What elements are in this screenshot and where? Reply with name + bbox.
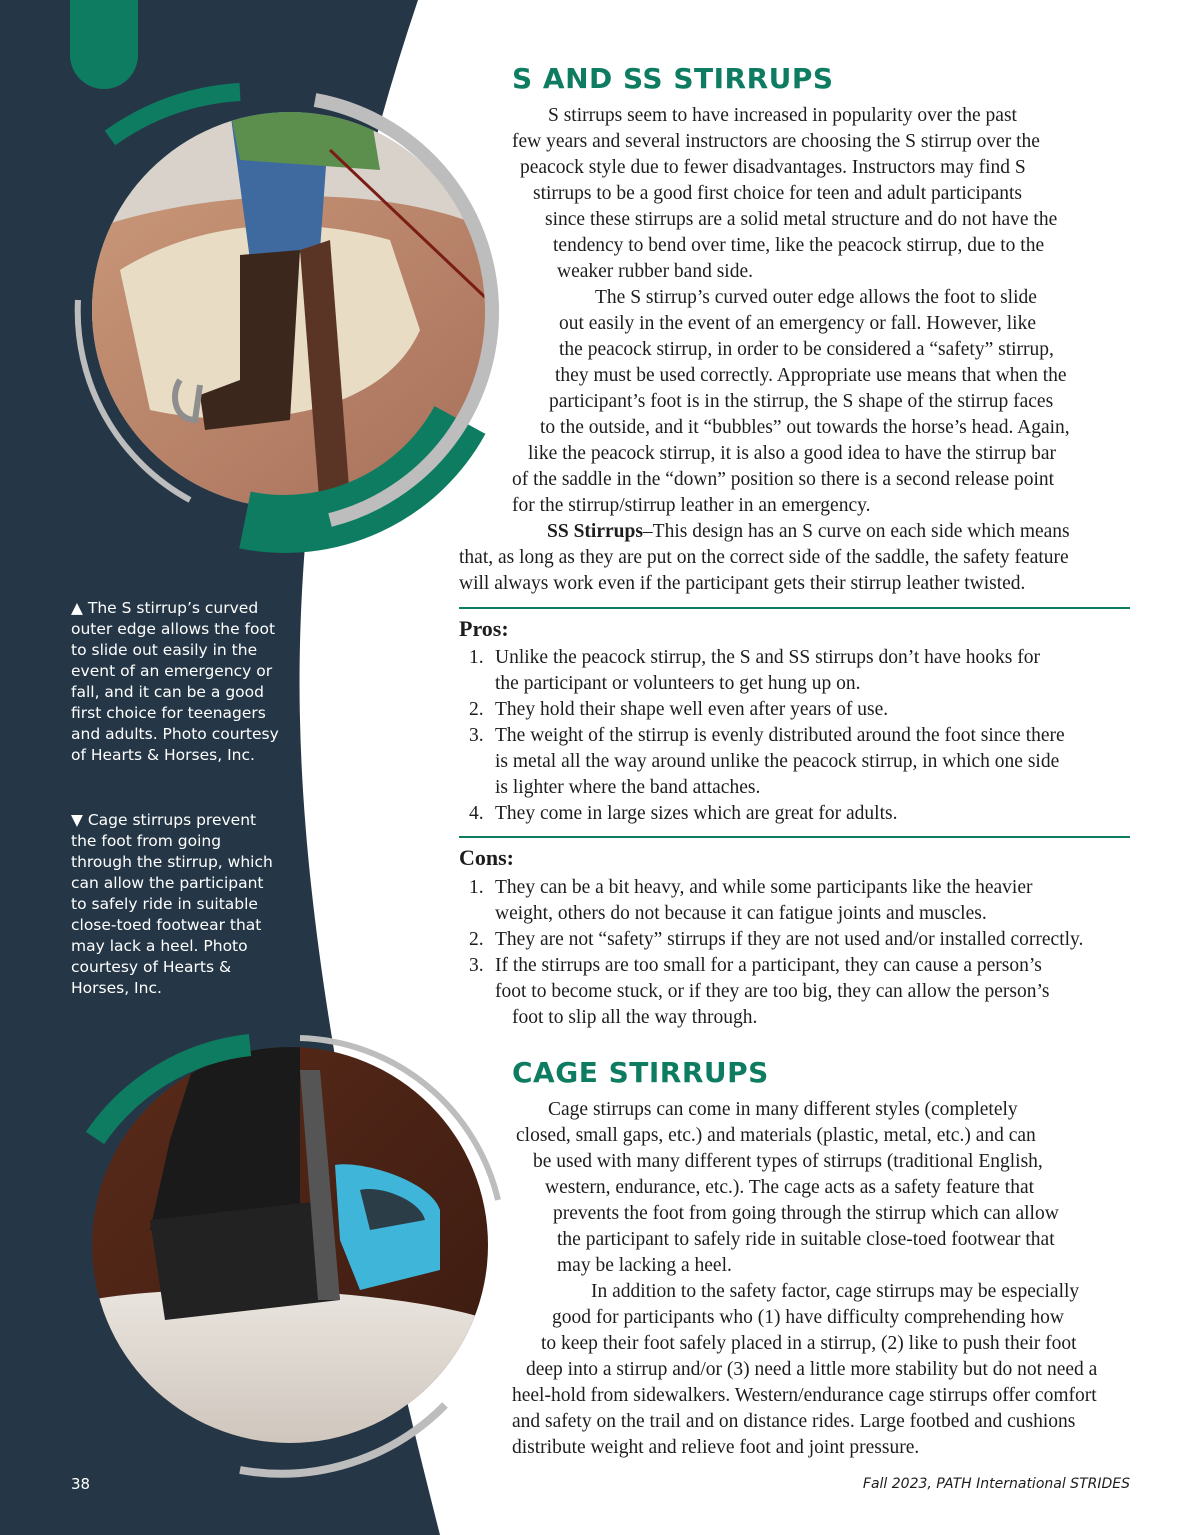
body-line: S stirrups seem to have increased in popularity over the past bbox=[548, 105, 1017, 126]
body-line: to the outside, and it “bubbles” out towards the horse’s head. Again, bbox=[540, 417, 1070, 438]
list-number: 4. bbox=[469, 803, 484, 824]
list-item: foot to become stuck, or if they are too big, they can allow the person’s bbox=[495, 981, 1050, 1002]
list-item: weight, others do not because it can fatigue joints and muscles. bbox=[495, 903, 987, 924]
body-line: In addition to the safety factor, cage stirrups may be especially bbox=[591, 1281, 1080, 1302]
body-line: tendency to bend over time, like the peacock stirrup, due to the bbox=[553, 235, 1045, 256]
body-line: western, endurance, etc.). The cage acts as a safety feature that bbox=[545, 1177, 1035, 1198]
body-line: Cage stirrups can come in many different styles (completely bbox=[548, 1099, 1018, 1120]
list-item: They hold their shape well even after years of use. bbox=[495, 699, 889, 720]
caption-text: The S stirrup’s curved outer edge allows the foot to slide out easily in the event of an emergency or fall, and it can be a good first choice for teenagers and adults. Photo courtesy of Hearts & Horses, Inc. bbox=[71, 599, 279, 764]
body-line: and safety on the trail and on distance rides. Large footbed and cushions bbox=[512, 1411, 1076, 1432]
cons-heading: Cons: bbox=[459, 845, 515, 870]
body-line: prevents the foot from going through the stirrup which can allow bbox=[553, 1203, 1059, 1224]
body-line: stirrups to be a good first choice for teen and adult participants bbox=[533, 183, 1022, 204]
publication-footer: Fall 2023, PATH International STRIDES bbox=[862, 1476, 1130, 1492]
body-line: participant’s foot is in the stirrup, the S shape of the stirrup faces bbox=[549, 391, 1054, 412]
ss-stirrups-label: SS Stirrups bbox=[547, 521, 643, 542]
body-line: closed, small gaps, etc.) and materials (plastic, metal, etc.) and can bbox=[516, 1125, 1036, 1146]
list-item: They are not “safety” stirrups if they are not used and/or installed correctly. bbox=[495, 929, 1084, 950]
body-line: distribute weight and relieve foot and joint pressure. bbox=[512, 1437, 920, 1458]
body-line: the participant to safely ride in suitable close-toed footwear that bbox=[557, 1229, 1055, 1250]
list-number: 1. bbox=[469, 877, 484, 898]
body-line: The S stirrup’s curved outer edge allows the foot to slide bbox=[595, 287, 1037, 308]
body-line: be used with many different types of stirrups (traditional English, bbox=[533, 1151, 1043, 1172]
body-line: out easily in the event of an emergency or fall. However, like bbox=[559, 313, 1036, 334]
caption-text: Cage stirrups prevent the foot from going through the stirrup, which can allow the participant to safely ride in suitable close-toed footwear that may lack a heel. Photo courtesy of Hearts & Horses, Inc. bbox=[71, 811, 273, 997]
list-item: They can be a bit heavy, and while some participants like the heavier bbox=[495, 877, 1033, 898]
list-number: 1. bbox=[469, 647, 484, 668]
list-item: foot to slip all the way through. bbox=[512, 1007, 758, 1028]
list-item: They come in large sizes which are great for adults. bbox=[495, 803, 898, 824]
body-line: will always work even if the participant gets their stirrup leather twisted. bbox=[459, 573, 1026, 594]
page-number: 38 bbox=[71, 1475, 91, 1493]
photo-cage-stirrup bbox=[90, 1045, 490, 1445]
list-number: 2. bbox=[469, 699, 484, 720]
list-number: 2. bbox=[469, 929, 484, 950]
list-item: is lighter where the band attaches. bbox=[495, 777, 761, 798]
body-line: few years and several instructors are choosing the S stirrup over the bbox=[512, 131, 1040, 152]
body-line: peacock style due to fewer disadvantages. Instructors may find S bbox=[520, 157, 1026, 178]
photo-caption-s-stirrup bbox=[71, 598, 281, 766]
list-item: Unlike the peacock stirrup, the S and SS stirrups don’t have hooks for bbox=[495, 647, 1041, 668]
body-line: since these stirrups are a solid metal structure and do not have the bbox=[545, 209, 1058, 230]
triangle-down-icon: ▼ bbox=[71, 811, 83, 829]
body-line: deep into a stirrup and/or (3) need a little more stability but do not need a bbox=[526, 1359, 1098, 1380]
body-line: good for participants who (1) have difficulty comprehending how bbox=[552, 1307, 1064, 1328]
body-line: to keep their foot safely placed in a stirrup, (2) like to push their foot bbox=[541, 1333, 1077, 1354]
list-number: 3. bbox=[469, 955, 484, 976]
triangle-up-icon: ▲ bbox=[71, 599, 83, 617]
list-number: 3. bbox=[469, 725, 484, 746]
list-item: The weight of the stirrup is evenly distributed around the foot since there bbox=[495, 725, 1065, 746]
section-heading-s-stirrups: S AND SS STIRRUPS bbox=[512, 62, 834, 95]
list-item: the participant or volunteers to get hung up on. bbox=[495, 673, 861, 694]
pros-heading: Pros: bbox=[459, 616, 509, 641]
body-line: weaker rubber band side. bbox=[557, 261, 753, 282]
divider-rule bbox=[459, 607, 1130, 609]
list-item: is metal all the way around unlike the peacock stirrup, in which one side bbox=[495, 751, 1060, 772]
body-line: of the saddle in the “down” position so there is a second release point bbox=[512, 469, 1055, 490]
body-line: like the peacock stirrup, it is also a good idea to have the stirrup bar bbox=[528, 443, 1056, 464]
photo-caption-cage-stirrup bbox=[71, 810, 281, 999]
body-line: SS Stirrups–This design has an S curve on each side which means bbox=[547, 521, 1070, 542]
section-heading-cage-stirrups: CAGE STIRRUPS bbox=[512, 1056, 769, 1089]
body-line: may be lacking a heel. bbox=[557, 1255, 732, 1276]
body-line: that, as long as they are put on the correct side of the saddle, the safety feature bbox=[459, 547, 1069, 568]
list-item: If the stirrups are too small for a participant, they can cause a person’s bbox=[495, 955, 1042, 976]
body-line: for the stirrup/stirrup leather in an emergency. bbox=[512, 495, 871, 516]
body-line: the peacock stirrup, in order to be considered a “safety” stirrup, bbox=[559, 339, 1054, 360]
green-tab bbox=[70, 0, 138, 89]
divider-rule bbox=[459, 836, 1130, 838]
body-line: they must be used correctly. Appropriate use means that when the bbox=[555, 365, 1067, 386]
body-line: heel-hold from sidewalkers. Western/endurance cage stirrups offer comfort bbox=[512, 1385, 1097, 1406]
